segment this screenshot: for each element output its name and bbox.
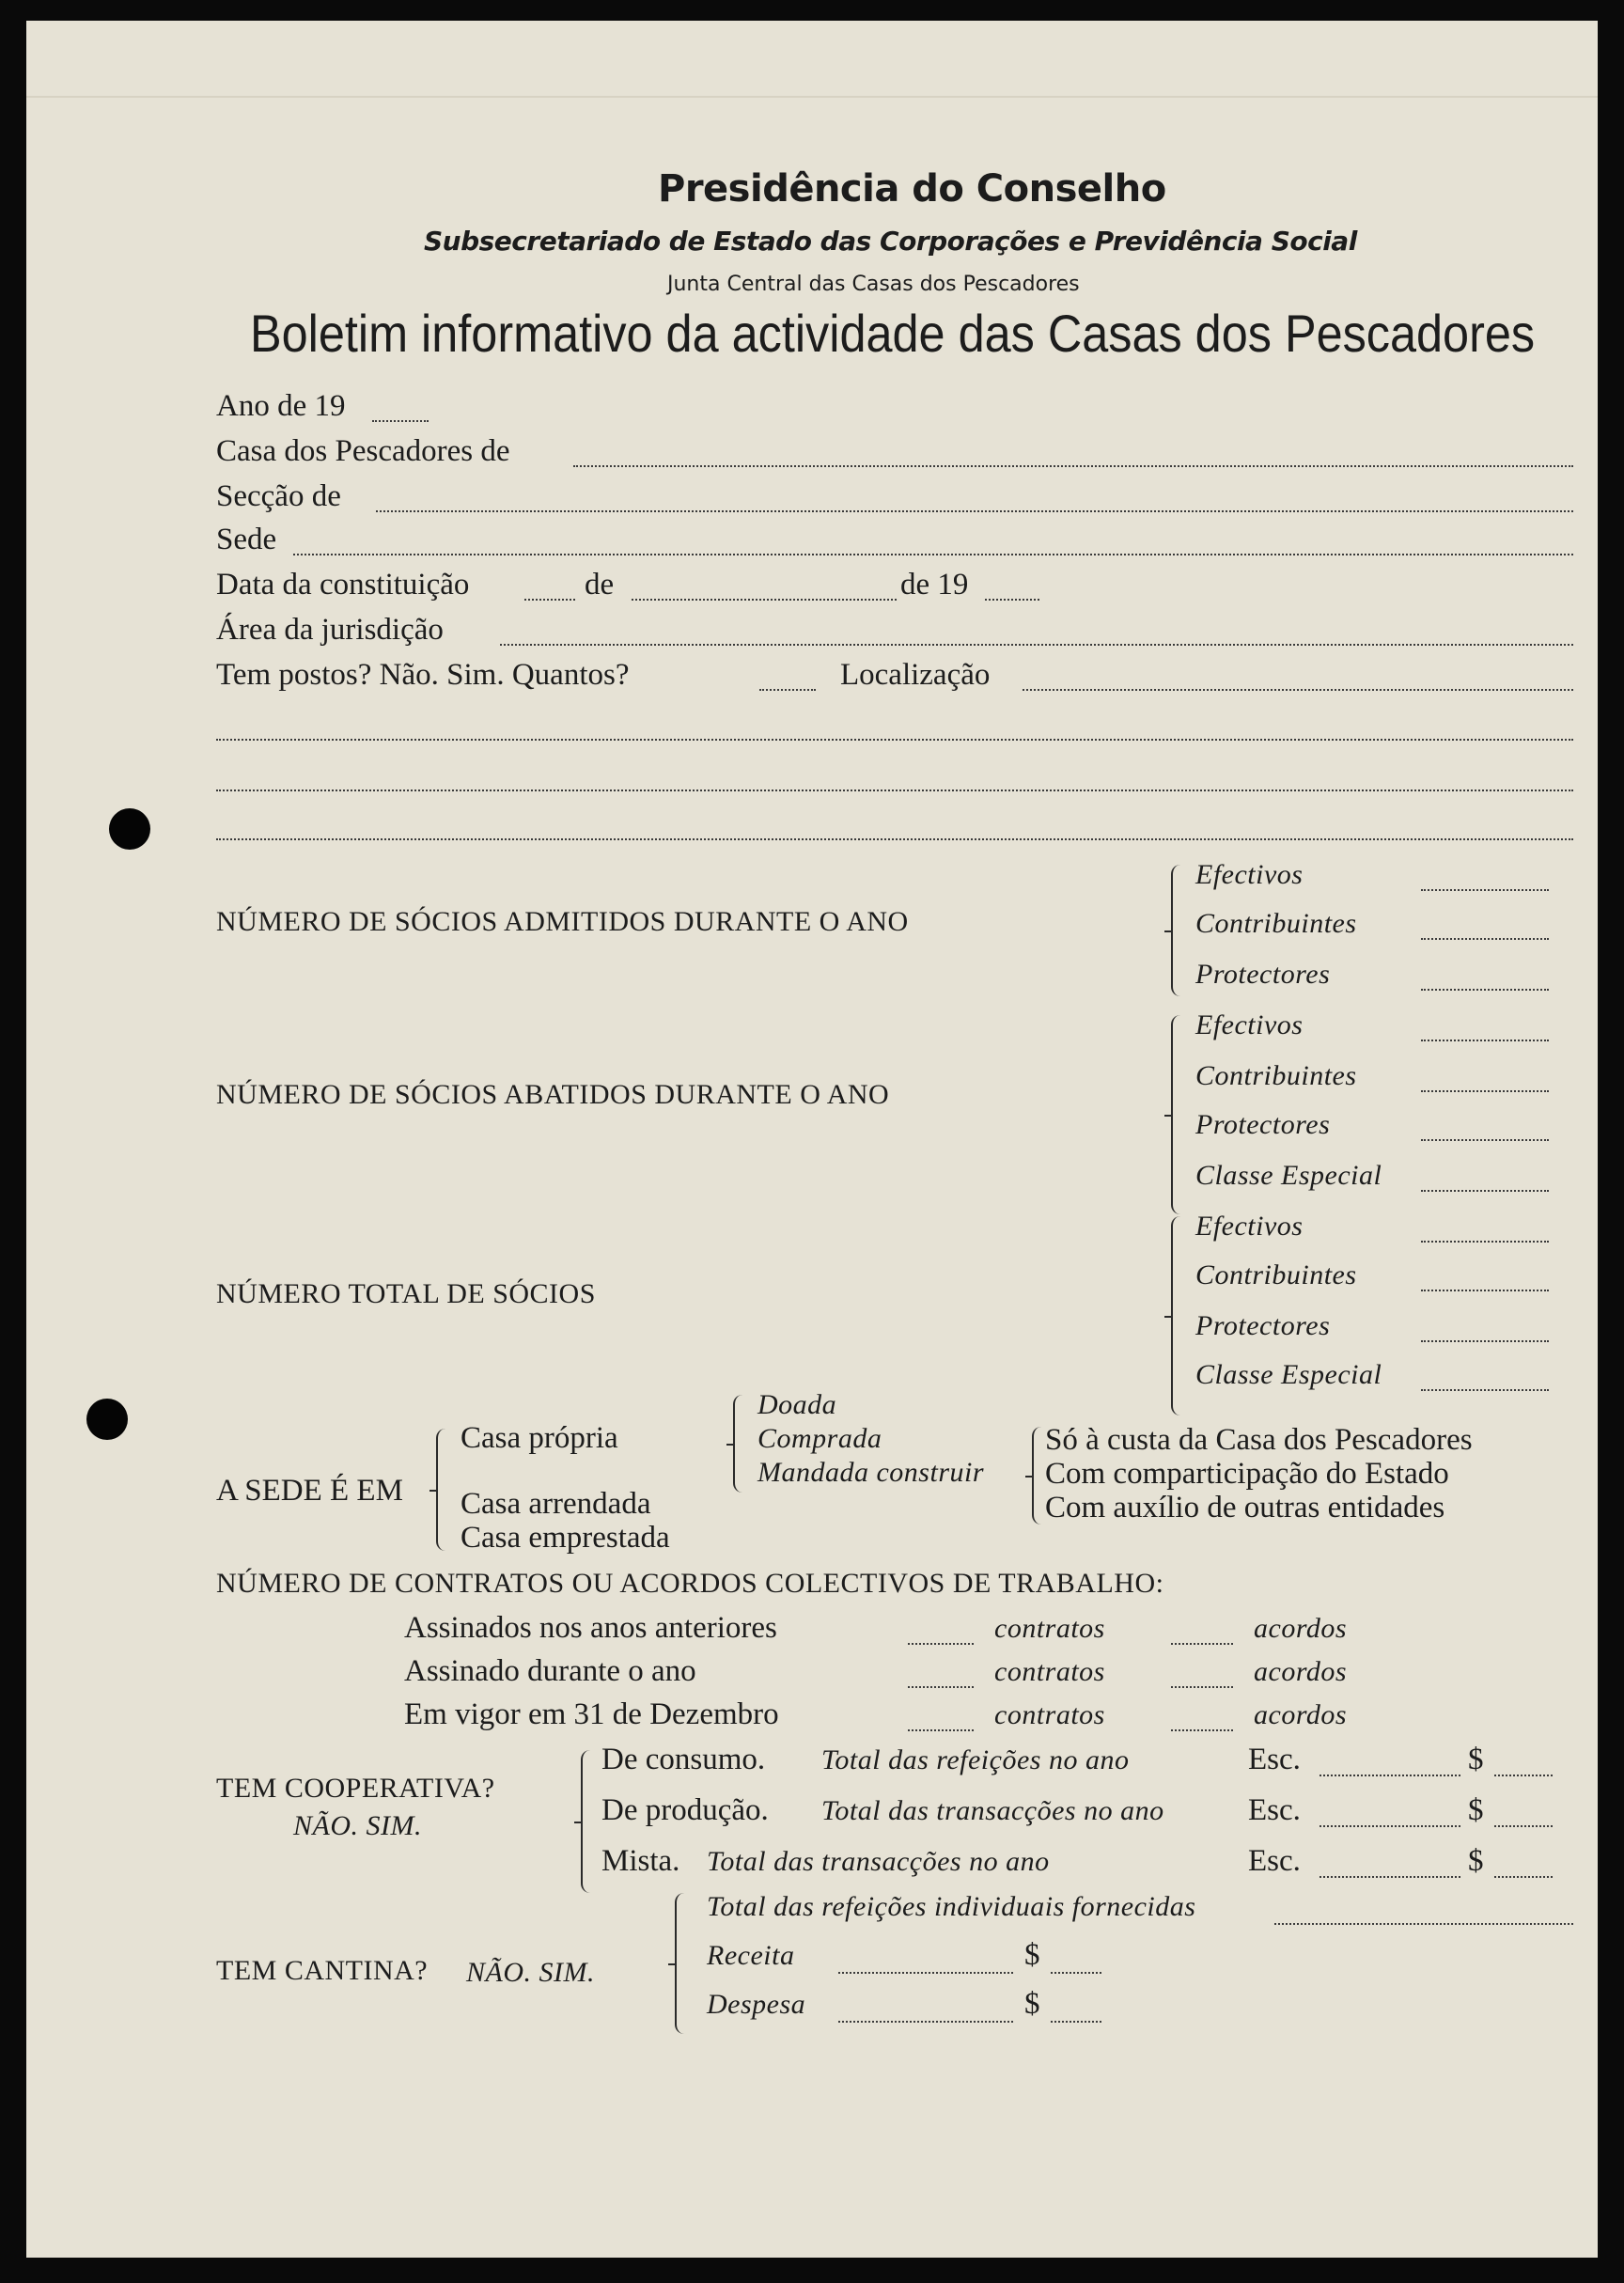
admitidos-efectivos-label: Efectivos: [1195, 859, 1304, 890]
total-contribuintes-field[interactable]: [1421, 1290, 1549, 1291]
consumo-esc-field[interactable]: [1320, 1775, 1460, 1776]
postos-quantos-field[interactable]: [759, 689, 816, 691]
punch-hole-top: [109, 808, 150, 850]
abatidos-protectores-label: Protectores: [1195, 1109, 1331, 1140]
producao-esc-field[interactable]: [1320, 1825, 1460, 1827]
abatidos-contribuintes-field[interactable]: [1421, 1090, 1549, 1092]
assinado-durante-contratos-field[interactable]: [908, 1686, 974, 1688]
punch-hole-bottom: [86, 1399, 128, 1440]
localizacao-line-3[interactable]: [216, 790, 1573, 791]
doada-label: Doada: [757, 1389, 837, 1420]
abatidos-classe-especial-field[interactable]: [1421, 1190, 1549, 1192]
ano-label: Ano de 19: [216, 389, 346, 423]
cantina-brace: [675, 1893, 684, 2034]
header-body: Junta Central das Casas dos Pescadores: [667, 273, 1080, 296]
seccao-field[interactable]: [376, 510, 1573, 512]
total-efectivos-field[interactable]: [1421, 1241, 1549, 1243]
assinados-anteriores-contratos-label: contratos: [994, 1613, 1105, 1644]
cantina-refeicoes-field[interactable]: [1274, 1923, 1573, 1925]
mista-cents-field[interactable]: [1494, 1876, 1553, 1878]
data-year-field[interactable]: [985, 599, 1039, 601]
sede-field[interactable]: [293, 554, 1573, 555]
total-classe-especial-field[interactable]: [1421, 1389, 1549, 1391]
seccao-label: Secção de: [216, 479, 341, 513]
admitidos-label: NÚMERO DE SÓCIOS ADMITIDOS DURANTE O ANO: [216, 906, 909, 937]
total-efectivos-label: Efectivos: [1195, 1211, 1304, 1242]
casa-field[interactable]: [573, 465, 1573, 467]
localizacao-field[interactable]: [1023, 689, 1573, 691]
cooperativa-label: TEM COOPERATIVA?: [216, 1773, 495, 1804]
assinados-anteriores-label: Assinados nos anos anteriores: [404, 1611, 777, 1645]
producao-cents-field[interactable]: [1494, 1825, 1553, 1827]
em-vigor-contratos-field[interactable]: [908, 1729, 974, 1731]
cantina-despesa-cents-field[interactable]: [1051, 2021, 1101, 2023]
em-vigor-acordos-field[interactable]: [1171, 1729, 1233, 1731]
admitidos-protectores-label: Protectores: [1195, 959, 1331, 990]
comparticipacao-label: Com comparticipação do Estado: [1045, 1457, 1449, 1491]
consumo-label: De consumo.: [601, 1743, 766, 1776]
cantina-receita-dollar: $: [1024, 1938, 1040, 1972]
cantina-refeicoes-label: Total das refeições individuais fornecidas: [707, 1891, 1196, 1922]
cantina-receita-label: Receita: [707, 1940, 795, 1971]
cooperativa-nao-sim: NÃO. SIM.: [293, 1810, 422, 1841]
abatidos-efectivos-label: Efectivos: [1195, 1009, 1304, 1040]
data-month-field[interactable]: [632, 599, 897, 601]
comprada-label: Comprada: [757, 1423, 882, 1454]
abatidos-label: NÚMERO DE SÓCIOS ABATIDOS DURANTE O ANO: [216, 1079, 890, 1110]
assinados-anteriores-acordos-label: acordos: [1254, 1613, 1348, 1644]
construir-brace: [1032, 1427, 1041, 1525]
em-vigor-acordos-label: acordos: [1254, 1699, 1348, 1730]
mista-total-label: Total das transacções no ano: [707, 1846, 1050, 1877]
paper-fold: [26, 96, 1598, 98]
casa-propria-brace: [733, 1395, 742, 1493]
mista-dollar: $: [1468, 1844, 1484, 1878]
admitidos-efectivos-field[interactable]: [1421, 889, 1549, 891]
mista-esc-field[interactable]: [1320, 1876, 1460, 1878]
data-year-label: de 19: [900, 568, 969, 602]
total-protectores-field[interactable]: [1421, 1340, 1549, 1342]
sede-em-label: A SEDE É EM: [216, 1474, 403, 1508]
so-custa-label: Só à custa da Casa dos Pescadores: [1045, 1423, 1473, 1457]
cantina-despesa-field[interactable]: [838, 2021, 1013, 2023]
data-de-label: de: [585, 568, 615, 602]
abatidos-contribuintes-label: Contribuintes: [1195, 1060, 1357, 1091]
localizacao-label: Localização: [840, 658, 991, 692]
area-field[interactable]: [500, 644, 1573, 646]
consumo-esc-label: Esc.: [1248, 1743, 1301, 1776]
form-paper: [26, 21, 1598, 2258]
total-protectores-label: Protectores: [1195, 1310, 1331, 1341]
casa-arrendada-label: Casa arrendada: [461, 1487, 651, 1521]
ano-field[interactable]: [372, 420, 429, 422]
cooperativa-brace: [581, 1750, 590, 1893]
casa-propria-label: Casa própria: [461, 1421, 618, 1455]
header-title: Presidência do Conselho: [658, 167, 1166, 211]
mista-esc-label: Esc.: [1248, 1844, 1301, 1878]
casa-label: Casa dos Pescadores de: [216, 434, 510, 468]
cantina-receita-field[interactable]: [838, 1972, 1013, 1974]
total-label: NÚMERO TOTAL DE SÓCIOS: [216, 1278, 596, 1309]
admitidos-brace: [1171, 865, 1180, 996]
data-day-field[interactable]: [524, 599, 575, 601]
producao-esc-label: Esc.: [1248, 1793, 1301, 1827]
assinados-anteriores-contratos-field[interactable]: [908, 1643, 974, 1645]
form-title: Boletim informativo da actividade das Casas dos Pescadores: [250, 304, 1536, 363]
assinado-durante-acordos-label: acordos: [1254, 1656, 1348, 1687]
mista-label: Mista.: [601, 1844, 680, 1878]
consumo-dollar: $: [1468, 1743, 1484, 1776]
casa-emprestada-label: Casa emprestada: [461, 1521, 670, 1555]
admitidos-protectores-field[interactable]: [1421, 989, 1549, 991]
mandada-construir-label: Mandada construir: [757, 1457, 984, 1488]
contratos-heading: NÚMERO DE CONTRATOS OU ACORDOS COLECTIVOS DE TRABALHO:: [216, 1568, 1164, 1599]
consumo-total-label: Total das refeições no ano: [821, 1744, 1130, 1775]
abatidos-efectivos-field[interactable]: [1421, 1040, 1549, 1041]
abatidos-classe-especial-label: Classe Especial: [1195, 1160, 1382, 1191]
total-classe-especial-label: Classe Especial: [1195, 1359, 1382, 1390]
cantina-receita-cents-field[interactable]: [1051, 1972, 1101, 1974]
em-vigor-label: Em vigor em 31 de Dezembro: [404, 1697, 779, 1731]
sede-em-brace: [436, 1429, 445, 1551]
cantina-despesa-dollar: $: [1024, 1987, 1040, 2021]
data-label: Data da constituição: [216, 568, 470, 602]
consumo-cents-field[interactable]: [1494, 1775, 1553, 1776]
cantina-nao-sim: NÃO. SIM.: [466, 1957, 595, 1988]
postos-label: Tem postos? Não. Sim. Quantos?: [216, 658, 630, 692]
assinados-anteriores-acordos-field[interactable]: [1171, 1643, 1233, 1645]
localizacao-line-2[interactable]: [216, 739, 1573, 741]
admitidos-contribuintes-label: Contribuintes: [1195, 908, 1357, 939]
em-vigor-contratos-label: contratos: [994, 1699, 1105, 1730]
sede-label: Sede: [216, 523, 277, 556]
header-subtitle: Subsecretariado de Estado das Corporações e Previdência Social: [424, 226, 1357, 257]
abatidos-brace: [1171, 1015, 1180, 1214]
producao-dollar: $: [1468, 1793, 1484, 1827]
producao-label: De produção.: [601, 1793, 769, 1827]
admitidos-contribuintes-field[interactable]: [1421, 938, 1549, 940]
cantina-label: TEM CANTINA?: [216, 1955, 429, 1986]
assinado-durante-label: Assinado durante o ano: [404, 1654, 696, 1688]
assinado-durante-acordos-field[interactable]: [1171, 1686, 1233, 1688]
abatidos-protectores-field[interactable]: [1421, 1139, 1549, 1141]
auxilio-label: Com auxílio de outras entidades: [1045, 1491, 1445, 1525]
total-brace: [1171, 1216, 1180, 1415]
localizacao-line-4[interactable]: [216, 838, 1573, 840]
area-label: Área da jurisdição: [216, 613, 444, 647]
total-contribuintes-label: Contribuintes: [1195, 1259, 1357, 1290]
producao-total-label: Total das transacções no ano: [821, 1795, 1164, 1826]
cantina-despesa-label: Despesa: [707, 1989, 806, 2020]
assinado-durante-contratos-label: contratos: [994, 1656, 1105, 1687]
